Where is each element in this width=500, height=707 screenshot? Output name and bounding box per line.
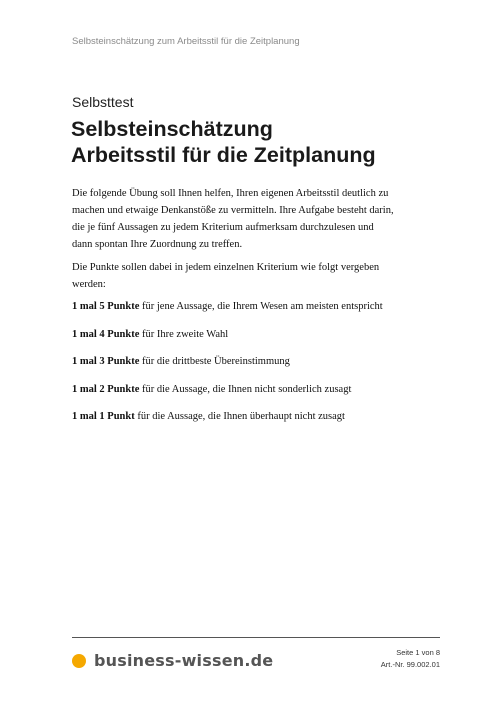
- title-line: Selbsteinschätzung: [71, 117, 273, 141]
- points-scale-list: [72, 300, 383, 438]
- intro-line: Die folgende Übung soll Ihnen helfen, Ihren eigenen Arbeitsstil deutlich zu: [72, 188, 389, 199]
- intro-section: [72, 185, 394, 293]
- scale-item-text: für die drittbeste Übereinstimmung: [139, 356, 290, 367]
- brand-dot-icon: [72, 654, 86, 668]
- page-number: Seite 1 von 8: [396, 648, 440, 657]
- scale-item-points: 1 mal 2 Punkte: [72, 383, 140, 395]
- scale-item: [72, 383, 383, 397]
- footer-divider: [72, 637, 440, 638]
- scale-item-text: für die Aussage, die Ihnen nicht sonderlich zusagt: [139, 383, 352, 395]
- document-title: [71, 116, 376, 168]
- intro-paragraph: [72, 185, 394, 253]
- brand-logo[interactable]: [72, 651, 273, 670]
- intro-line: die je fünf Aussagen zu jedem Kriterium aufmerksam durchzulesen und: [72, 222, 374, 233]
- scale-item: [72, 410, 383, 424]
- scale-item: [72, 355, 383, 369]
- scale-item-text: für die Aussage, die Ihnen überhaupt nicht zusagt: [134, 411, 345, 422]
- brand-name: business-wissen.de: [94, 651, 274, 670]
- scale-item-text: für jene Aussage, die Ihrem Wesen am meisten entspricht: [139, 301, 383, 312]
- scale-item-points: 1 mal 1 Punkt: [72, 411, 135, 422]
- scale-item: [72, 300, 383, 314]
- page-info: [381, 647, 440, 671]
- running-header: Selbsteinschätzung zum Arbeitsstil für die Zeitplanung: [72, 36, 300, 47]
- scale-item-points: 1 mal 4 Punkte: [72, 328, 140, 340]
- scale-item-points: 1 mal 5 Punkte: [72, 301, 140, 312]
- article-number: Art.-Nr. 99.002.01: [380, 660, 440, 669]
- scale-item-text: für Ihre zweite Wahl: [139, 328, 229, 340]
- scale-item: [72, 328, 383, 342]
- intro-line: machen und etwaige Denkanstöße zu vermitteln. Ihre Aufgabe besteht darin,: [72, 205, 394, 216]
- points-intro-paragraph: [72, 259, 382, 293]
- points-intro-line: werden:: [72, 279, 106, 290]
- document-kicker: Selbsttest: [72, 94, 134, 110]
- scale-item-points: 1 mal 3 Punkte: [72, 356, 140, 367]
- points-intro-line: Die Punkte sollen dabei in jedem einzelnen Kriterium wie folgt vergeben: [72, 262, 380, 273]
- intro-line: dann spontan Ihre Zuordnung zu treffen.: [72, 239, 243, 250]
- title-line: Arbeitsstil für die Zeitplanung: [71, 143, 376, 167]
